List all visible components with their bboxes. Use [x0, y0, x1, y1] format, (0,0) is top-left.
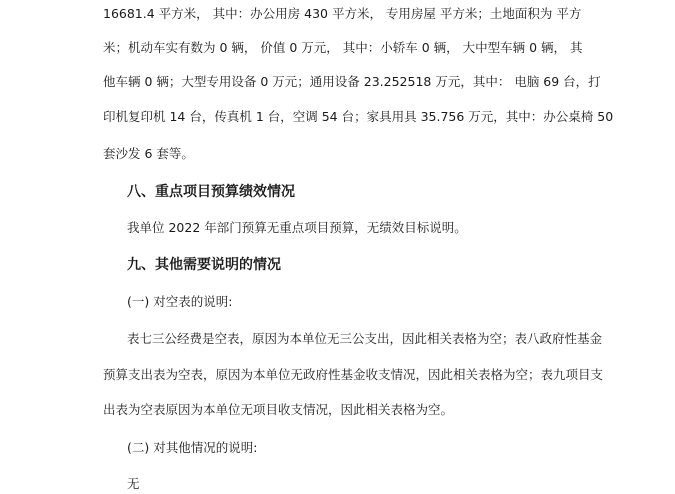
- assets-line-2: 米；机动车实有数为 0 辆， 价值 0 万元， 其中：小轿车 0 辆， 大中型车辆 0 辆， 其: [103, 40, 583, 55]
- assets-line-5: 套沙发 6 套等。: [103, 146, 194, 161]
- section9-heading: 九、其他需要说明的情况: [127, 257, 281, 273]
- section8-heading: 八、重点项目预算绩效情况: [127, 184, 295, 200]
- section8-body: 我单位 2022 年部门预算无重点项目预算，无绩效目标说明。: [127, 220, 467, 235]
- section9-sub1-title: (一) 对空表的说明:: [127, 294, 233, 309]
- assets-line-4: 印机复印机 14 台，传真机 1 台，空调 54 台；家具用具 35.756 万元，其中：办公桌椅 50: [103, 109, 614, 124]
- section9-sub2-body: 无: [127, 476, 140, 491]
- section9-sub1-line-3: 出表为空表原因为本单位无项目收支情况，因此相关表格为空。: [103, 402, 454, 417]
- section9-sub1-line-2: 预算支出表为空表，原因为本单位无政府性基金收支情况，因此相关表格为空；表九项目支: [103, 367, 604, 382]
- assets-line-3: 他车辆 0 辆；大型专用设备 0 万元；通用设备 23.252518 万元，其中： 电脑 69 台，打: [103, 74, 601, 89]
- assets-line-1: 16681.4 平方米， 其中：办公用房 430 平方米， 专用房屋 平方米；土地面积为 平方: [103, 6, 582, 21]
- section9-sub1-line-1: 表七三公经费是空表，原因为本单位无三公支出，因此相关表格为空；表八政府性基金: [127, 331, 603, 346]
- section9-sub2-title: (二) 对其他情况的说明:: [127, 440, 258, 455]
